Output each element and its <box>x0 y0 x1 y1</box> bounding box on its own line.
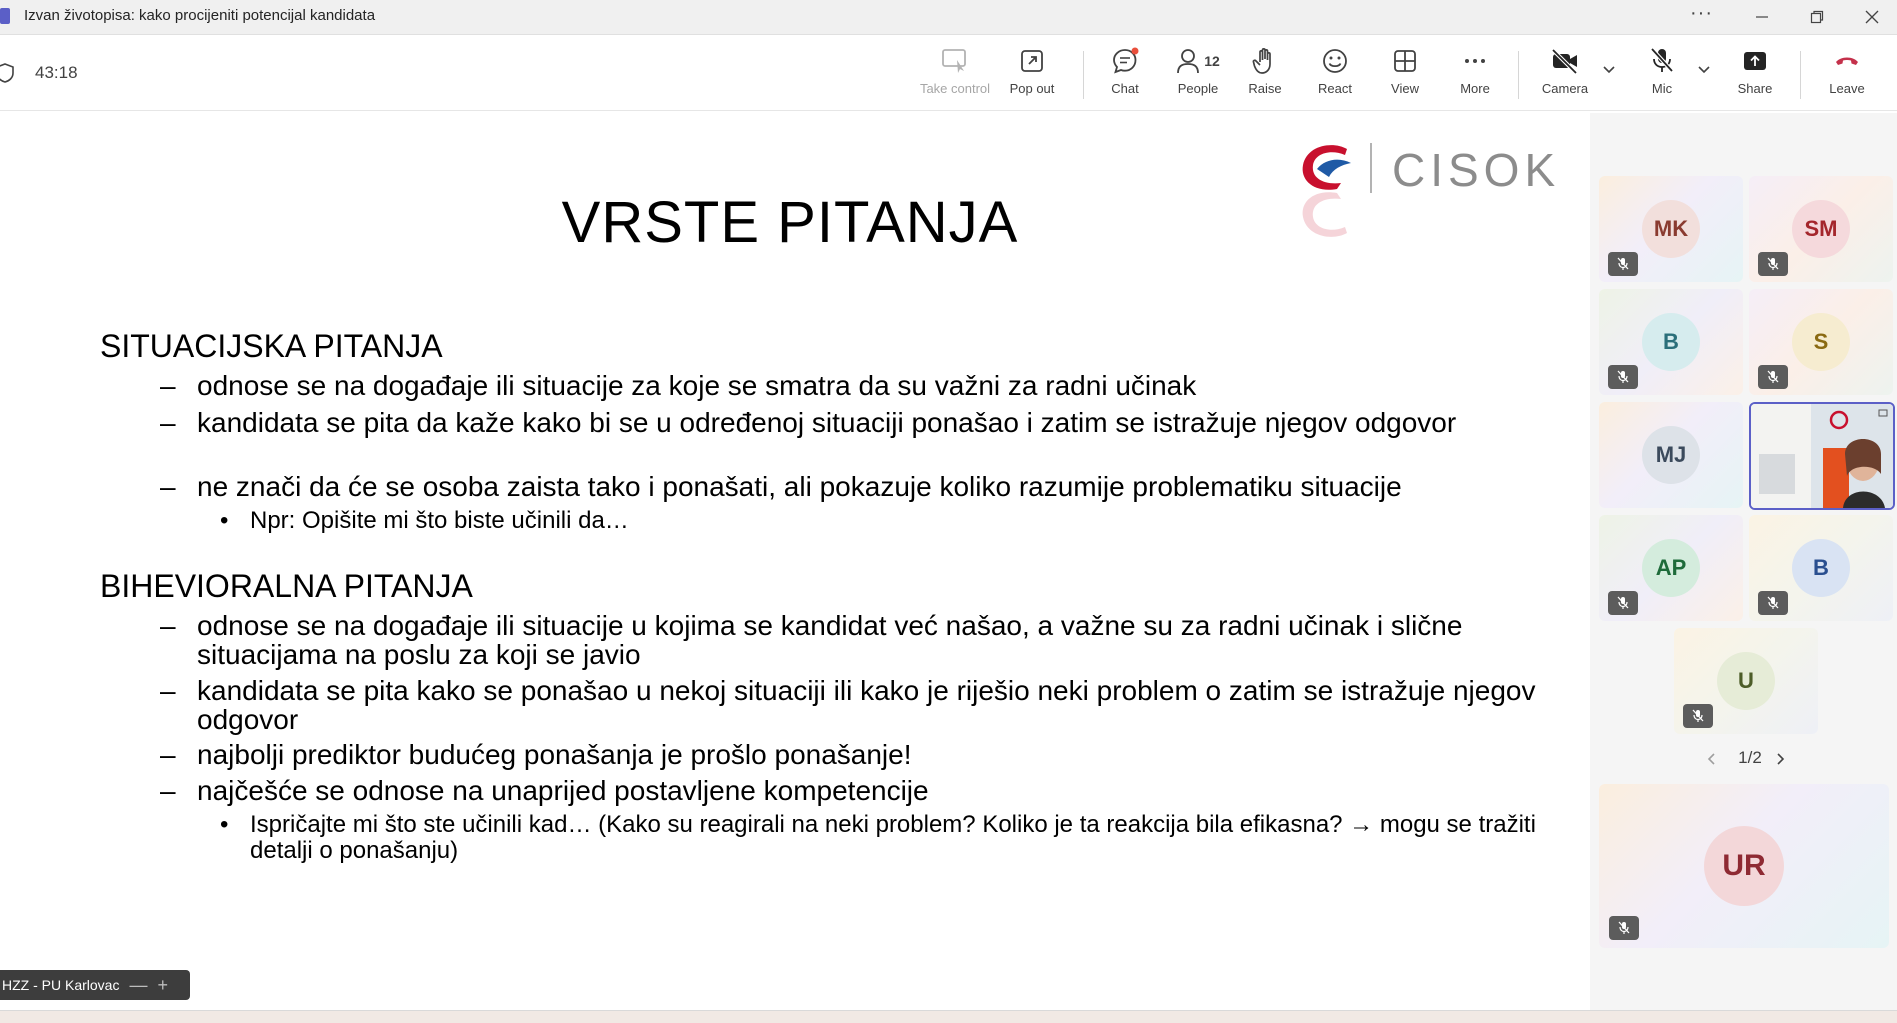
section-heading-situational: SITUACIJSKA PITANJA <box>100 328 443 364</box>
mic-off-icon <box>1616 257 1630 271</box>
muted-indicator <box>1608 591 1638 615</box>
meeting-toolbar <box>0 35 1897 111</box>
grid-view-icon <box>1391 47 1419 75</box>
avatar: B <box>1792 539 1850 597</box>
leave-button[interactable] <box>1820 45 1874 105</box>
share-button[interactable] <box>1728 45 1782 105</box>
self-view-tile[interactable] <box>1599 784 1889 948</box>
avatar: MJ <box>1642 426 1700 484</box>
participant-tile-s[interactable] <box>1749 289 1893 395</box>
toolbar-divider <box>1518 51 1519 99</box>
participant-tile-mk[interactable] <box>1599 176 1743 282</box>
close-window-button[interactable] <box>1852 4 1892 30</box>
shield-icon <box>0 62 16 84</box>
mic-label: Mic <box>1651 81 1673 96</box>
cisok-logo-text: CISOK <box>1392 144 1561 196</box>
muted-indicator <box>1608 252 1638 276</box>
more-button[interactable] <box>1450 45 1500 105</box>
camera-button[interactable] <box>1535 45 1595 105</box>
gallery-page-indicator: 1/2 <box>1738 748 1762 767</box>
muted-indicator <box>1758 365 1788 389</box>
avatar: B <box>1642 313 1700 371</box>
view-label: View <box>1391 81 1419 96</box>
people-count: 12 <box>1204 53 1220 69</box>
toolbar-divider <box>1800 51 1801 99</box>
avatar: AP <box>1642 539 1700 597</box>
presenter-tab[interactable] <box>0 970 190 1000</box>
close-icon <box>1865 10 1879 24</box>
muted-indicator <box>1608 365 1638 389</box>
avatar: UR <box>1704 826 1784 906</box>
chat-label: Chat <box>1111 81 1139 96</box>
smiley-icon <box>1321 47 1349 75</box>
react-label: React <box>1318 81 1352 96</box>
title-bar <box>0 0 1897 35</box>
participant-tile-ap[interactable] <box>1599 515 1743 621</box>
take-control-icon <box>940 47 970 75</box>
participant-video-tile[interactable] <box>1749 402 1895 510</box>
hand-icon <box>1251 46 1279 76</box>
avatar: U <box>1717 652 1775 710</box>
restore-button[interactable] <box>1797 4 1837 30</box>
presenter-tab-label: HZZ - PU Karlovac <box>2 977 120 993</box>
react-button[interactable] <box>1310 45 1360 105</box>
title-more-options-button[interactable]: ··· <box>1690 2 1713 24</box>
window-title: Izvan životopisa: kako procijeniti potencijal kandidata <box>24 7 376 24</box>
zoom-out-button[interactable]: — <box>129 974 148 995</box>
toolbar-divider <box>1083 51 1084 99</box>
meeting-timer: 43:18 <box>35 63 78 82</box>
mic-options-chevron-down-icon[interactable] <box>1697 63 1711 77</box>
avatar: MK <box>1642 200 1700 258</box>
teams-app-icon <box>0 8 10 24</box>
minimize-icon <box>1755 10 1769 24</box>
participant-video-feed <box>1751 404 1893 508</box>
muted-indicator <box>1758 252 1788 276</box>
people-icon <box>1176 47 1202 75</box>
mic-off-icon <box>1617 921 1631 935</box>
chat-icon <box>1110 46 1140 76</box>
pop-out-icon <box>1018 47 1046 75</box>
pop-out-button[interactable] <box>1002 45 1062 105</box>
mic-off-icon <box>1616 370 1630 384</box>
hang-up-icon <box>1832 47 1862 75</box>
camera-options-chevron-down-icon[interactable] <box>1602 63 1616 77</box>
avatar: S <box>1792 313 1850 371</box>
restore-icon <box>1810 10 1824 24</box>
muted-indicator <box>1758 591 1788 615</box>
share-label: Share <box>1737 81 1773 96</box>
people-button[interactable] <box>1170 45 1226 105</box>
participant-tile-sm[interactable] <box>1749 176 1893 282</box>
raise-hand-button[interactable] <box>1240 45 1290 105</box>
leave-label: Leave <box>1829 81 1865 96</box>
shared-slide: CISOK VRSTE PITANJA SITUACIJSKA PITANJA – odnose se na događaje ili situacije za koje se smatra da su važni za radni učinak – kandidata se pita da kaže kako bi se u određenoj situaciji ponašao i zatim se istražuje njegov odgovor – ne znači da će se osoba zaista tako i ponašati, ali pokazuje koliko razumije problematiku situacije • Npr: Opišite mi što biste učinili da… BIHEVIORALNA PITANJA – odnose se na događaje ili situacije u kojima se kandidat već našao, a važne su za radni učinak i slične situacijama na poslu za koji se javio – kandidata se pita kako se ponašao u nekoj situaciji ili kako je riješio neki problem o zatim se istražuje njegov odgovor – najbolji prediktor budućeg ponašanja je prošlo ponašanje! – najčešće se odnose na unaprijed postavljene kompetencije • Ispričajte mi što ste učinili kad… (Kako su reagirali na neki problem? Koliko je ta reakcija bila efikasna? → mogu se tražiti detalji o ponašanju) <box>0 113 1590 1010</box>
camera-label: Camera <box>1541 81 1589 96</box>
section-heading-behavioral: BIHEVIORALNA PITANJA <box>100 568 473 604</box>
mic-off-icon <box>1766 370 1780 384</box>
mic-off-icon <box>1691 709 1705 723</box>
muted-indicator <box>1609 916 1639 940</box>
share-icon <box>1741 47 1769 75</box>
take-control-button[interactable] <box>915 45 995 105</box>
participant-tile-u[interactable] <box>1674 628 1818 734</box>
slide-title: VRSTE PITANJA <box>561 190 1019 255</box>
mic-off-icon <box>1766 596 1780 610</box>
mic-off-icon <box>1616 596 1630 610</box>
mic-off-icon <box>1648 46 1676 76</box>
raise-label: Raise <box>1248 81 1282 96</box>
participant-tile-b2[interactable] <box>1749 515 1893 621</box>
mic-button[interactable] <box>1632 45 1692 105</box>
next-page-chevron-right-icon[interactable] <box>1772 751 1788 767</box>
view-button[interactable] <box>1380 45 1430 105</box>
camera-off-icon <box>1550 47 1580 75</box>
participant-tile-mj[interactable] <box>1599 402 1743 508</box>
participant-tile-b[interactable] <box>1599 289 1743 395</box>
pop-out-label: Pop out <box>1009 81 1055 96</box>
avatar: SM <box>1792 200 1850 258</box>
more-dots-icon <box>1461 47 1489 75</box>
chat-button[interactable] <box>1100 45 1150 105</box>
logo-divider <box>1370 143 1372 193</box>
mic-off-icon <box>1766 257 1780 271</box>
take-control-label: Take control <box>919 81 991 96</box>
more-label: More <box>1460 81 1490 96</box>
muted-indicator <box>1683 704 1713 728</box>
zoom-in-button[interactable]: + <box>157 974 168 995</box>
minimize-button[interactable] <box>1742 4 1782 30</box>
people-label: People <box>1177 81 1219 96</box>
window-bottom-edge <box>0 1010 1897 1023</box>
